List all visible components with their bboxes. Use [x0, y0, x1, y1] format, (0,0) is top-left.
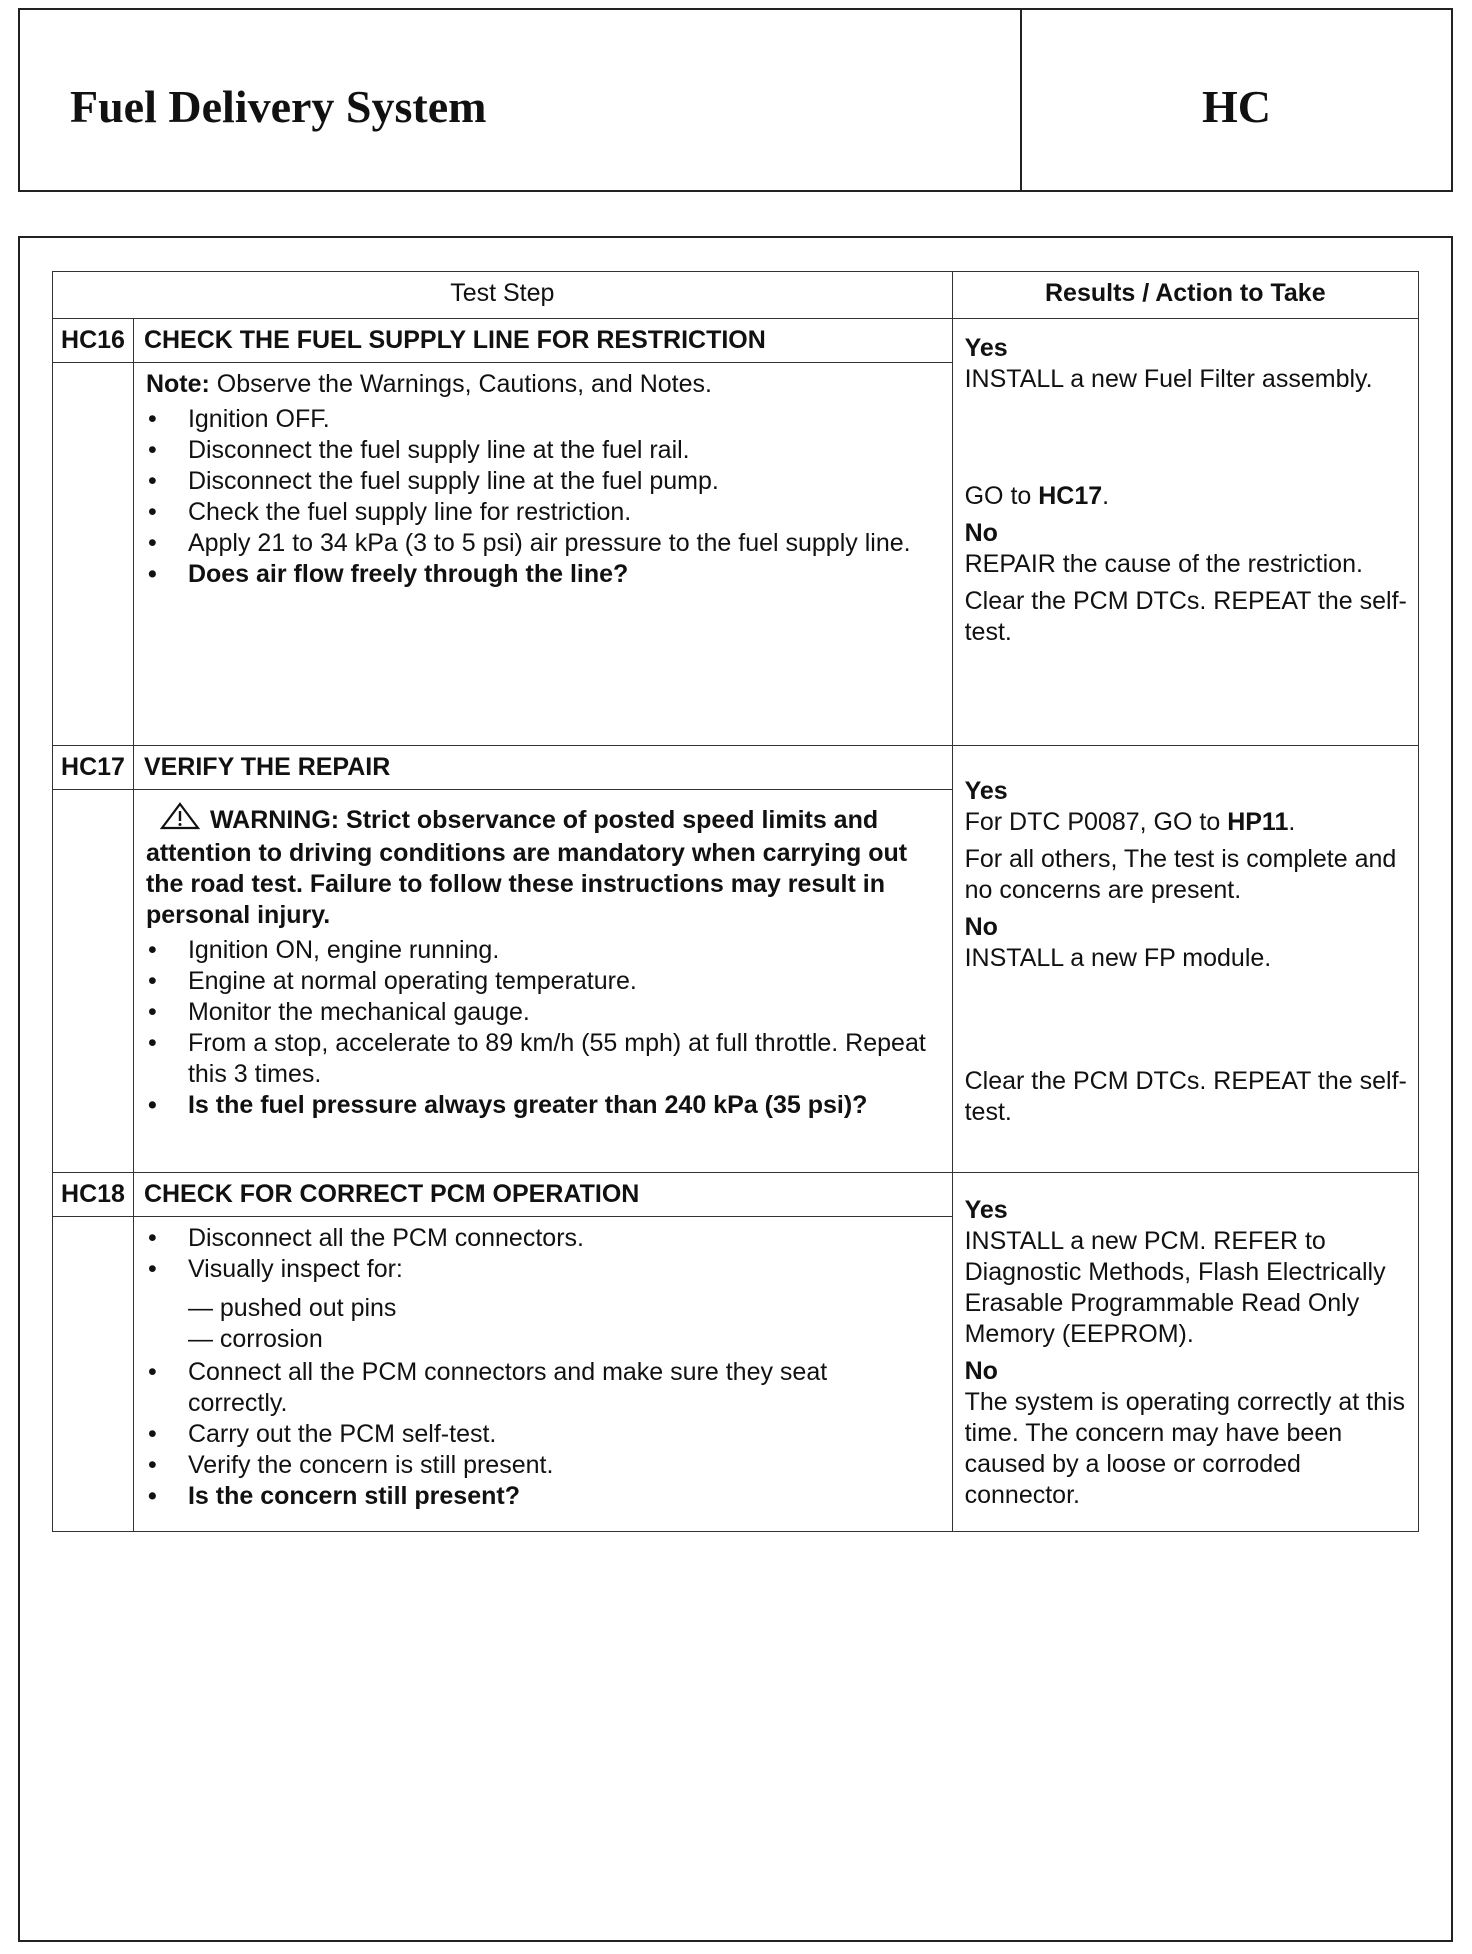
goto-instruction: GO to HC17. — [964, 482, 1110, 510]
no-label: No — [964, 913, 998, 941]
step-title: CHECK THE FUEL SUPPLY LINE FOR RESTRICTION — [133, 319, 952, 363]
list-item: • Disconnect the fuel supply line at the fuel pump. — [146, 466, 932, 497]
step-code: HC17 — [53, 746, 134, 790]
no-label: No — [964, 1357, 998, 1385]
step-title-row-hc16 — [53, 319, 1419, 363]
step-question: • Is the concern still present? — [146, 1481, 932, 1512]
list-item: • Disconnect the fuel supply line at the fuel rail. — [146, 435, 932, 466]
step-instructions-hc16 — [133, 363, 952, 746]
step-code: HC16 — [53, 319, 134, 363]
road-test-warning: WARNING: Strict observance of posted speed limits and attention to driving conditions are mandatory when carrying out the road test. Failure to follow these instructions may result in personal injury. — [146, 802, 932, 931]
step-results-hc18 — [952, 1173, 1418, 1532]
yes-label: Yes — [964, 334, 1008, 362]
step-code-blank — [53, 790, 134, 1173]
no-label: No — [964, 519, 998, 547]
yes-action-others: For all others, The test is complete and no concerns are present. — [964, 845, 1397, 904]
step-question: • Does air flow freely through the line? — [146, 559, 932, 590]
list-item: • Visually inspect for: — [146, 1254, 932, 1285]
warning-triangle-icon — [160, 802, 200, 838]
goto-link-hp11[interactable]: HP11 — [1227, 808, 1289, 836]
list-item: • Apply 21 to 34 kPa (3 to 5 psi) air pressure to the fuel supply line. — [146, 528, 932, 559]
yes-action: INSTALL a new Fuel Filter assembly. — [964, 365, 1373, 393]
list-item: • Check the fuel supply line for restriction. — [146, 497, 932, 528]
step-results-hc16 — [952, 319, 1418, 746]
step-code: HC18 — [53, 1173, 134, 1217]
list-item: • Ignition OFF. — [146, 404, 932, 435]
sub-item: — corrosion — [187, 1325, 323, 1353]
clear-dtc-instruction: Clear the PCM DTCs. REPEAT the self-test. — [964, 1067, 1407, 1126]
test-step-table — [52, 271, 1419, 1532]
list-item: • Ignition ON, engine running. — [146, 935, 932, 966]
step-question: • Is the fuel pressure always greater than 240 kPa (35 psi)? — [146, 1090, 932, 1121]
list-item: • Engine at normal operating temperature. — [146, 966, 932, 997]
step-instructions-hc18 — [133, 1217, 952, 1532]
step-results-hc17 — [952, 746, 1418, 1173]
list-item: • Monitor the mechanical gauge. — [146, 997, 932, 1028]
step-title-row-hc18 — [53, 1173, 1419, 1217]
list-item: • Verify the concern is still present. — [146, 1450, 932, 1481]
step-code-blank — [53, 1217, 134, 1532]
list-item: • From a stop, accelerate to 89 km/h (55 mph) at full throttle. Repeat this 3 times. — [146, 1028, 932, 1090]
yes-action: For DTC P0087, GO to HP11. — [964, 808, 1296, 836]
step-instructions-hc17 — [133, 790, 952, 1173]
step-code-blank — [53, 363, 134, 746]
list-item: • Disconnect all the PCM connectors. — [146, 1223, 932, 1254]
instruction-list — [146, 1223, 932, 1285]
no-action: INSTALL a new FP module. — [964, 944, 1272, 972]
step-title: VERIFY THE REPAIR — [133, 746, 952, 790]
yes-label: Yes — [964, 777, 1008, 805]
no-action: The system is operating correctly at this time. The concern may have been caused by a loose or corroded connector. — [964, 1388, 1406, 1509]
yes-label: Yes — [964, 1196, 1008, 1224]
clear-dtc-instruction: Clear the PCM DTCs. REPEAT the self-test. — [964, 587, 1407, 646]
section-title: Fuel Delivery System — [70, 81, 487, 132]
table-header-row — [53, 272, 1419, 319]
instruction-list — [146, 404, 932, 590]
column-header-results: Results / Action to Take — [952, 272, 1418, 319]
instruction-list — [146, 1357, 932, 1512]
note-line: Note: Observe the Warnings, Cautions, and Notes. — [145, 370, 712, 398]
sub-item: — pushed out pins — [187, 1294, 397, 1322]
list-item: • Carry out the PCM self-test. — [146, 1419, 932, 1450]
list-item: • Connect all the PCM connectors and make sure they seat correctly. — [146, 1357, 932, 1419]
no-action: REPAIR the cause of the restriction. — [964, 550, 1363, 578]
section-code: HC — [1202, 81, 1271, 132]
column-header-test-step: Test Step — [53, 272, 953, 319]
page-header — [18, 8, 1453, 192]
instruction-list — [146, 935, 932, 1121]
inspection-sublist — [188, 1293, 932, 1355]
goto-link-hc17[interactable]: HC17 — [1038, 482, 1103, 510]
step-title-row-hc17 — [53, 746, 1419, 790]
step-title: CHECK FOR CORRECT PCM OPERATION — [133, 1173, 952, 1217]
yes-action: INSTALL a new PCM. REFER to Diagnostic Methods, Flash Electrically Erasable Programmable Read Only Memory (EEPROM). — [964, 1227, 1386, 1348]
